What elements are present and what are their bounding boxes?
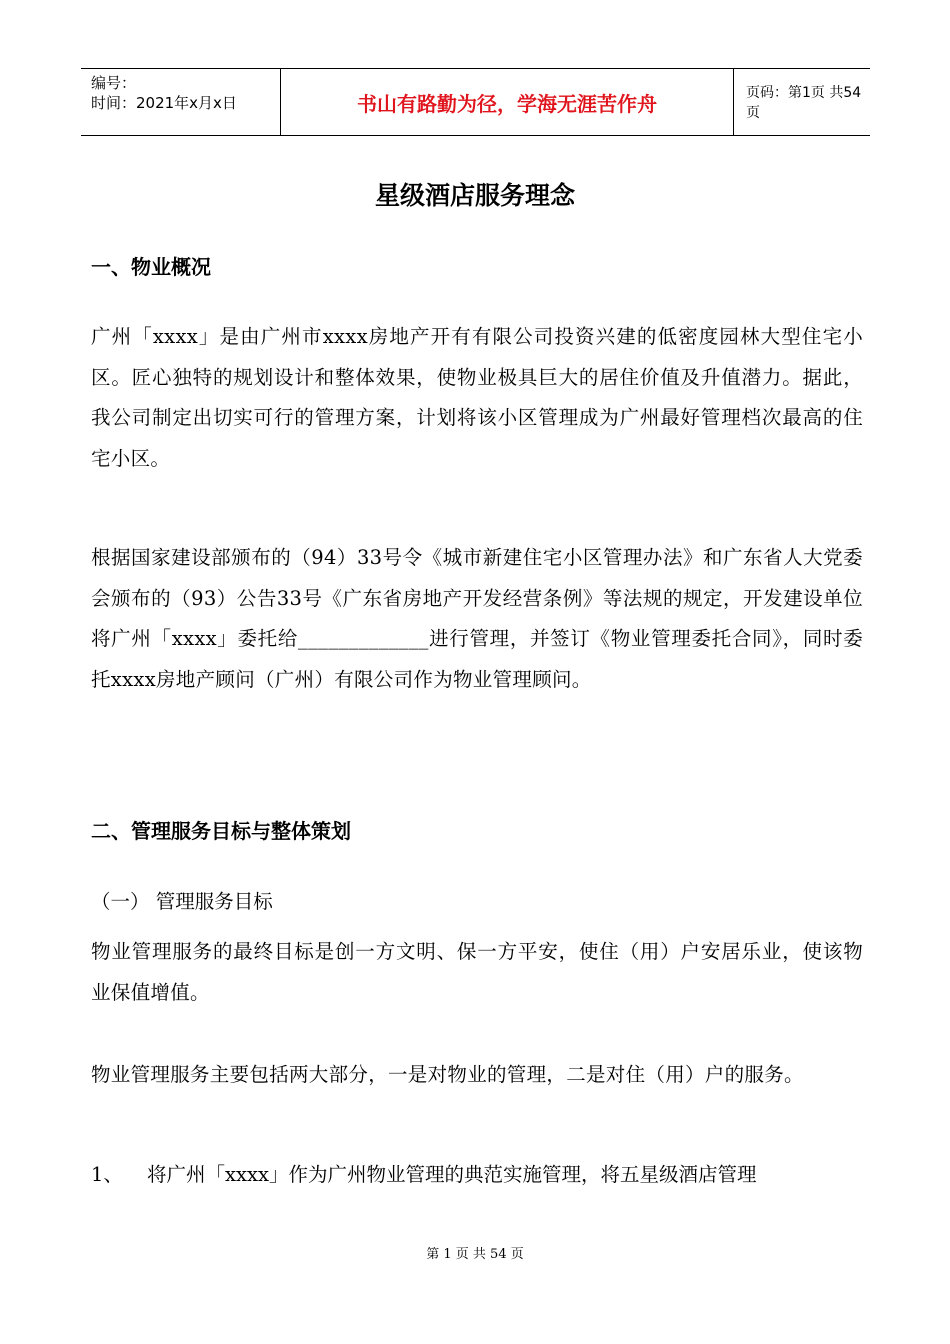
section-1-paragraph-1: 广州「xxxx」是由广州市xxxx房地产开有有限公司投资兴建的低密度园林大型住宅小区。匠心独特的规划设计和整体效果，使物业极具巨大的居住价值及升值潜力。据此，我公司制定出切实可行的管理方案，计划将该小区管理成为广州最好管理档次最高的住宅小区。	[91, 325, 863, 470]
time-label: 时间：2021年x月x日	[91, 94, 237, 112]
page-info: 页码：第1页 共54页	[746, 85, 862, 121]
section-1-paragraph-2: 根据国家建设部颁布的（94）33号令《城市新建住宅小区管理办法》和广东省人大党委会颁布的（93）公告33号《广东省房地产开发经营条例》等法规的规定，开发建设单位将广州「xxxx」委托给_____________进行管理，并签订《物业管理委托合同》，同时委托xxxx房地产顾问（广州）有限公司作为物业管理顾问。	[91, 546, 863, 691]
document-title: 星级酒店服务理念	[374, 181, 575, 210]
header-page-cell	[734, 69, 870, 135]
header-meta-cell	[81, 69, 281, 135]
subsection-1-heading: （一） 管理服务目标	[91, 890, 273, 913]
page-footer: 第 1 页 共 54 页	[426, 1247, 524, 1262]
section-2-paragraph-2: 物业管理服务主要包括两大部分，一是对物业的管理，二是对住（用）户的服务。	[91, 1063, 804, 1086]
list-item-1	[91, 1160, 863, 1190]
header-motto-cell	[281, 69, 734, 135]
page-header	[81, 68, 870, 136]
motto-text: 书山有路勤为径，学海无涯苦作舟	[357, 91, 657, 116]
list-item-text: 将广州「xxxx」作为广州物业管理的典范实施管理，将五星级酒店管理	[147, 1163, 757, 1186]
list-item-number: 1、	[91, 1163, 123, 1186]
section-2-heading: 二、管理服务目标与整体策划	[91, 819, 351, 843]
section-2-paragraph-1: 物业管理服务的最终目标是创一方文明、保一方平安，使住（用）户安居乐业，使该物业保值增值。	[91, 940, 863, 1004]
number-label: 编号：	[91, 74, 137, 92]
section-1-heading: 一、物业概况	[91, 255, 211, 279]
